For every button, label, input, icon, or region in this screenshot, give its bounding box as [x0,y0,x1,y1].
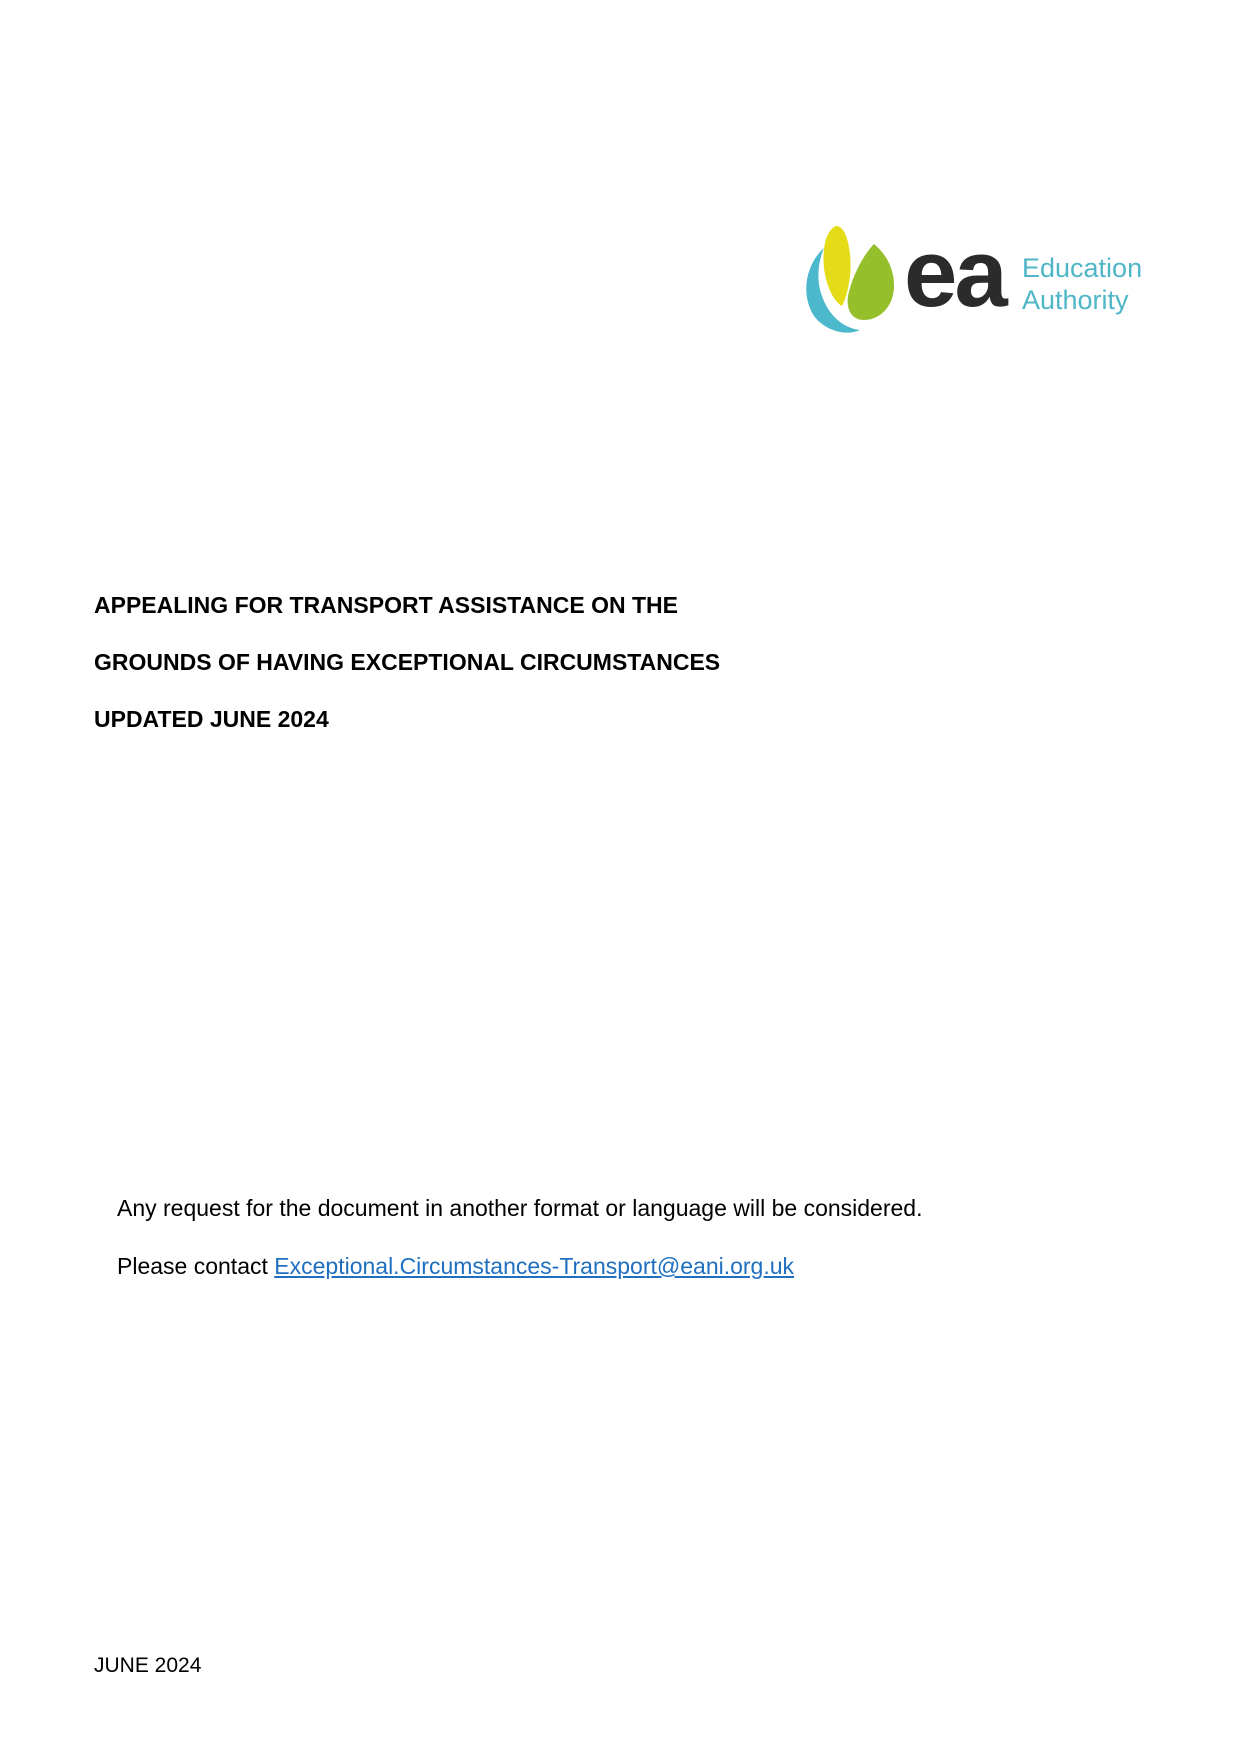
logo-name-line-1: Education [1022,253,1143,283]
contact-line [117,1253,922,1280]
logo-name-line-2: Authority [1022,285,1129,315]
title-line-3: UPDATED JUNE 2024 [94,706,329,732]
education-authority-logo [802,220,1162,336]
title-line-2: GROUNDS OF HAVING EXCEPTIONAL CIRCUMSTANCES [94,649,721,675]
leaf-logo-icon [802,224,898,336]
document-title [94,592,720,763]
alternative-format-notice [117,1195,922,1311]
title-line-1: APPEALING FOR TRANSPORT ASSISTANCE ON THE [94,592,678,618]
contact-prefix: Please contact [117,1253,275,1279]
logo-organization-name [1022,252,1142,316]
contact-email-link[interactable]: Exceptional.Circumstances-Transport@eani.org.uk [274,1253,795,1279]
format-request-text: Any request for the document in another format or language will be considered. [117,1195,923,1221]
logo-abbreviation: ea [904,220,1005,327]
footer-date: JUNE 2024 [94,1654,202,1677]
